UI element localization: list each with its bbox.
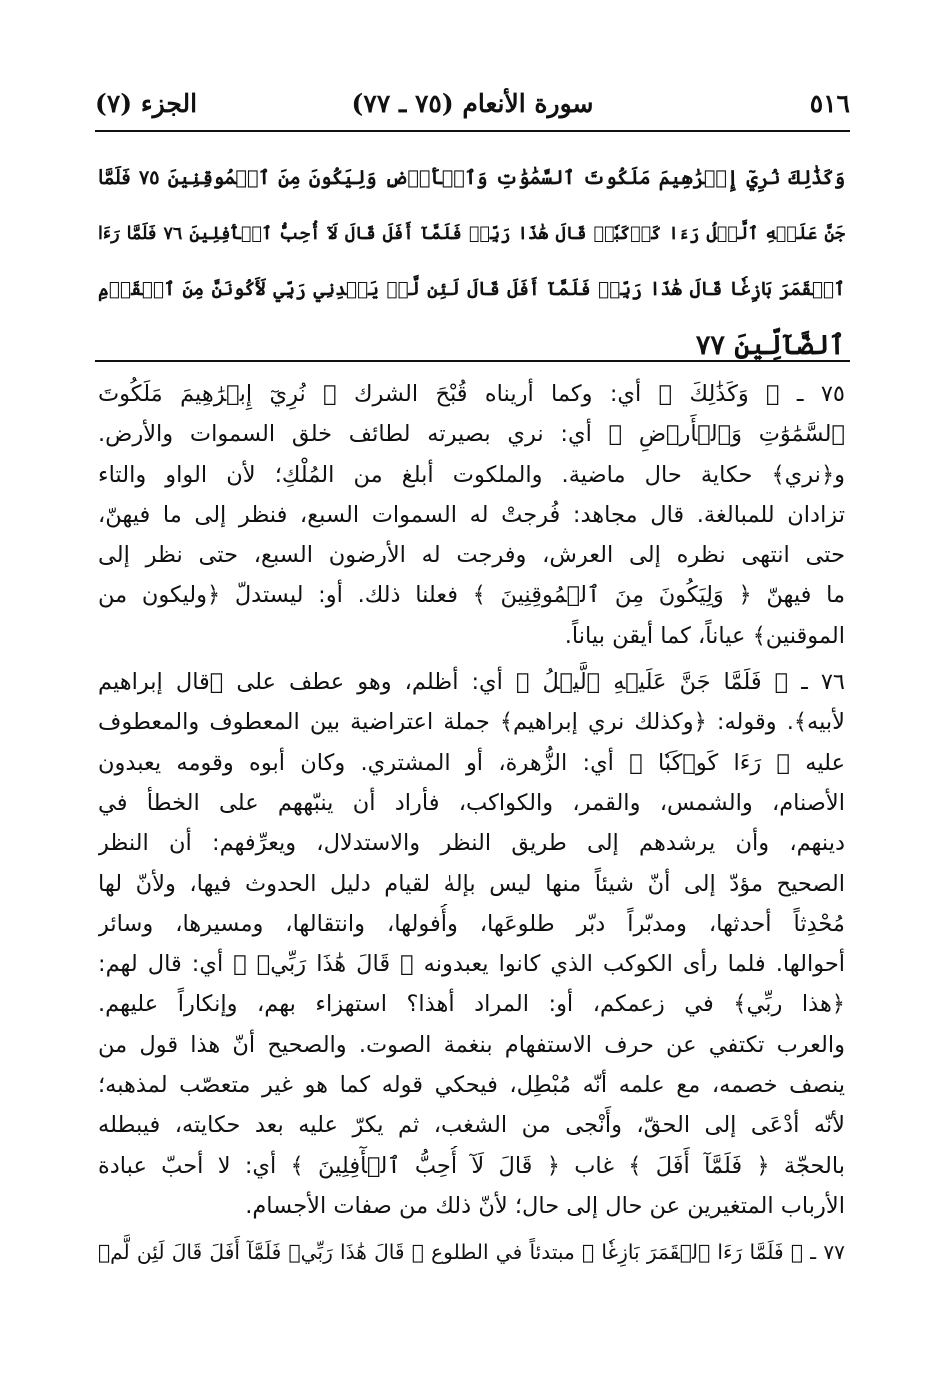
- commentary-line: الأصنام، والشمس، والقمر، والكواكب، فأراد أن ينبّههم على الخطأ في: [98, 789, 845, 816]
- commentary-line: دينهم، وأن يرشدهم إلى طريق النظر والاستدلال، ويعرِّفهم: أن النظر: [98, 830, 845, 857]
- commentary-line: عليه ﴿ رَءَا كَوۡكَبٗا ﴾ أي: الزُّهرة، أو المشتري. وكان أبوه وقومه يعبدون: [98, 749, 845, 776]
- commentary-line: الأرباب المتغيرين عن حال إلى حال؛ لأنّ ذلك من صفات الأجسام.: [245, 1192, 845, 1219]
- commentary-line: الموقنين﴾ عياناً، كما أيقن بياناً.: [564, 622, 845, 649]
- commentary-line: ٧٦ ـ ﴿ فَلَمَّا جَنَّ عَلَيۡهِ ٱلَّيۡلُ ﴾ أي: أظلم، وهو عطف على ﴿قال إبراهيم: [98, 669, 845, 696]
- commentary-line: تزادان للمبالغة. قال مجاهد: فُرجتْ له السموات السبع، فنظر إلى ما فيهنّ،: [98, 501, 845, 528]
- commentary-line: لأبيه﴾. وقوله: ﴿وكذلك نري إبراهيم﴾ جملة اعتراضية بين المعطوف والمعطوف: [98, 709, 845, 736]
- verse-line: وَكَذَٰلِكَ نُرِيٓ إِبۡرَٰهِيمَ مَلَكُوتَ ٱلسَّمَٰوَٰتِ وَٱلۡأَرۡضِ وَلِيَكُونَ مِنَ ٱلۡمُوقِنِينَ ٧٥ فَلَمَّا: [98, 166, 845, 189]
- commentary-line: ﴿هذا ربِّي﴾ في زعمكم، أو: المراد أهذا؟ استهزاء بهم، وإنكاراً عليهم.: [98, 991, 845, 1018]
- commentary-line: أحوالها. فلما رأى الكوكب الذي كانوا يعبدونه ﴿ قَالَ هَٰذَا رَبِّيۖ ﴾ أي: قال لهم:: [98, 951, 845, 978]
- commentary-line: مُحْدِثاً أحدثها، ومدبّراً دبّر طلوعَها، وأُفولها، وانتقالها، ومسيرها، وسائر: [98, 910, 845, 937]
- page-header: [95, 78, 850, 128]
- verse-line: ٱلۡقَمَرَ بَازِغٗا قَالَ هَٰذَا رَبِّيۖ فَلَمَّآ أَفَلَ قَالَ لَئِن لَّمۡ يَهۡدِنِي رَبِّي لَأَكُونَنَّ مِنَ ٱلۡقَوۡمِ: [98, 279, 845, 300]
- commentary-line: بالحجّة ﴿ فَلَمَّآ أَفَلَ ﴾ غاب ﴿ قَالَ لَآ أُحِبُّ ٱلۡأٓفِلِينَ ﴾ أي: لا أحبّ عبادة: [98, 1152, 845, 1179]
- commentary-line: والعرب تكتفي عن حرف الاستفهام بنغمة الصوت. والصحيح أنّ هذا قول من: [98, 1031, 845, 1058]
- separator-rule: [95, 360, 850, 362]
- commentary-line: لأنّه أدْعَى إلى الحقّ، وأَنْجى من الشغب، ثم يكرّ عليه بعد حكايته، فيبطله: [98, 1112, 845, 1139]
- verse-line: ٱلضَّآلِّينَ ٧٧: [695, 330, 845, 361]
- commentary-paragraph-77: [98, 1232, 845, 1272]
- commentary-line: ٱلسَّمَٰوَٰتِ وَٱلۡأَرۡضِ ﴾ أي: نري بصيرته لطائف خلق السموات والأرض.: [98, 421, 845, 448]
- surah-title: سورة الأنعام (٧٥ ـ ٧٧): [351, 88, 594, 118]
- commentary-line: ما فيهنّ ﴿ وَلِيَكُونَ مِنَ ٱلۡمُوقِنِينَ ﴾ فعلنا ذلك. أو: ليستدلّ ﴿وليكون من: [98, 582, 845, 609]
- commentary-line: الصحيح مؤدّ إلى أنّ شيئاً منها ليس بإلهٰ لقيام دليل الحدوث فيها، ولأنّ لها: [98, 870, 845, 897]
- quran-verses: [98, 150, 845, 374]
- juz-label: الجزء (٧): [95, 88, 198, 118]
- page-number: ٥١٦: [809, 88, 850, 118]
- commentary: [98, 374, 845, 1273]
- header-rule: [95, 130, 850, 132]
- commentary-line: ٧٥ ـ ﴿ وَكَذَٰلِكَ ﴾ أي: وكما أريناه قُبْحَ الشرك ﴿ نُرِيٓ إِبۡرَٰهِيمَ مَلَكُوتَ: [98, 381, 845, 407]
- commentary-paragraph-76: [98, 662, 845, 1226]
- commentary-line: حتى انتهى نظره إلى العرش، وفرجت له الأرضون السبع، حتى نظر إلى: [98, 542, 845, 569]
- commentary-line: ينصف خصمه، مع علمه أنّه مُبْطِل، فيحكي قوله كما هو غير متعصّب لمذهبه؛: [98, 1072, 845, 1099]
- commentary-line: و﴿نري﴾ حكاية حال ماضية. والملكوت أبلغ من المُلْكِ؛ لأن الواو والتاء: [98, 461, 845, 488]
- commentary-line: ٧٧ ـ ﴿ فَلَمَّا رَءَا ٱلۡقَمَرَ بَازِغٗا ﴾ مبتدئاً في الطلوع ﴿ قَالَ هَٰذَا رَبِّيۖ فَلَمَّآ أَفَلَ قَالَ لَئِن لَّمۡ: [98, 1240, 845, 1265]
- commentary-paragraph-75: [98, 374, 845, 656]
- verse-line: جَنَّ عَلَيۡهِ ٱلَّيۡلُ رَءَا كَوۡكَبٗاۖ قَالَ هَٰذَا رَبِّيۖ فَلَمَّآ أَفَلَ قَالَ لَآ أُحِبُّ ٱلۡأٓفِلِينَ ٧٦ فَلَمَّا رَءَا: [98, 224, 845, 244]
